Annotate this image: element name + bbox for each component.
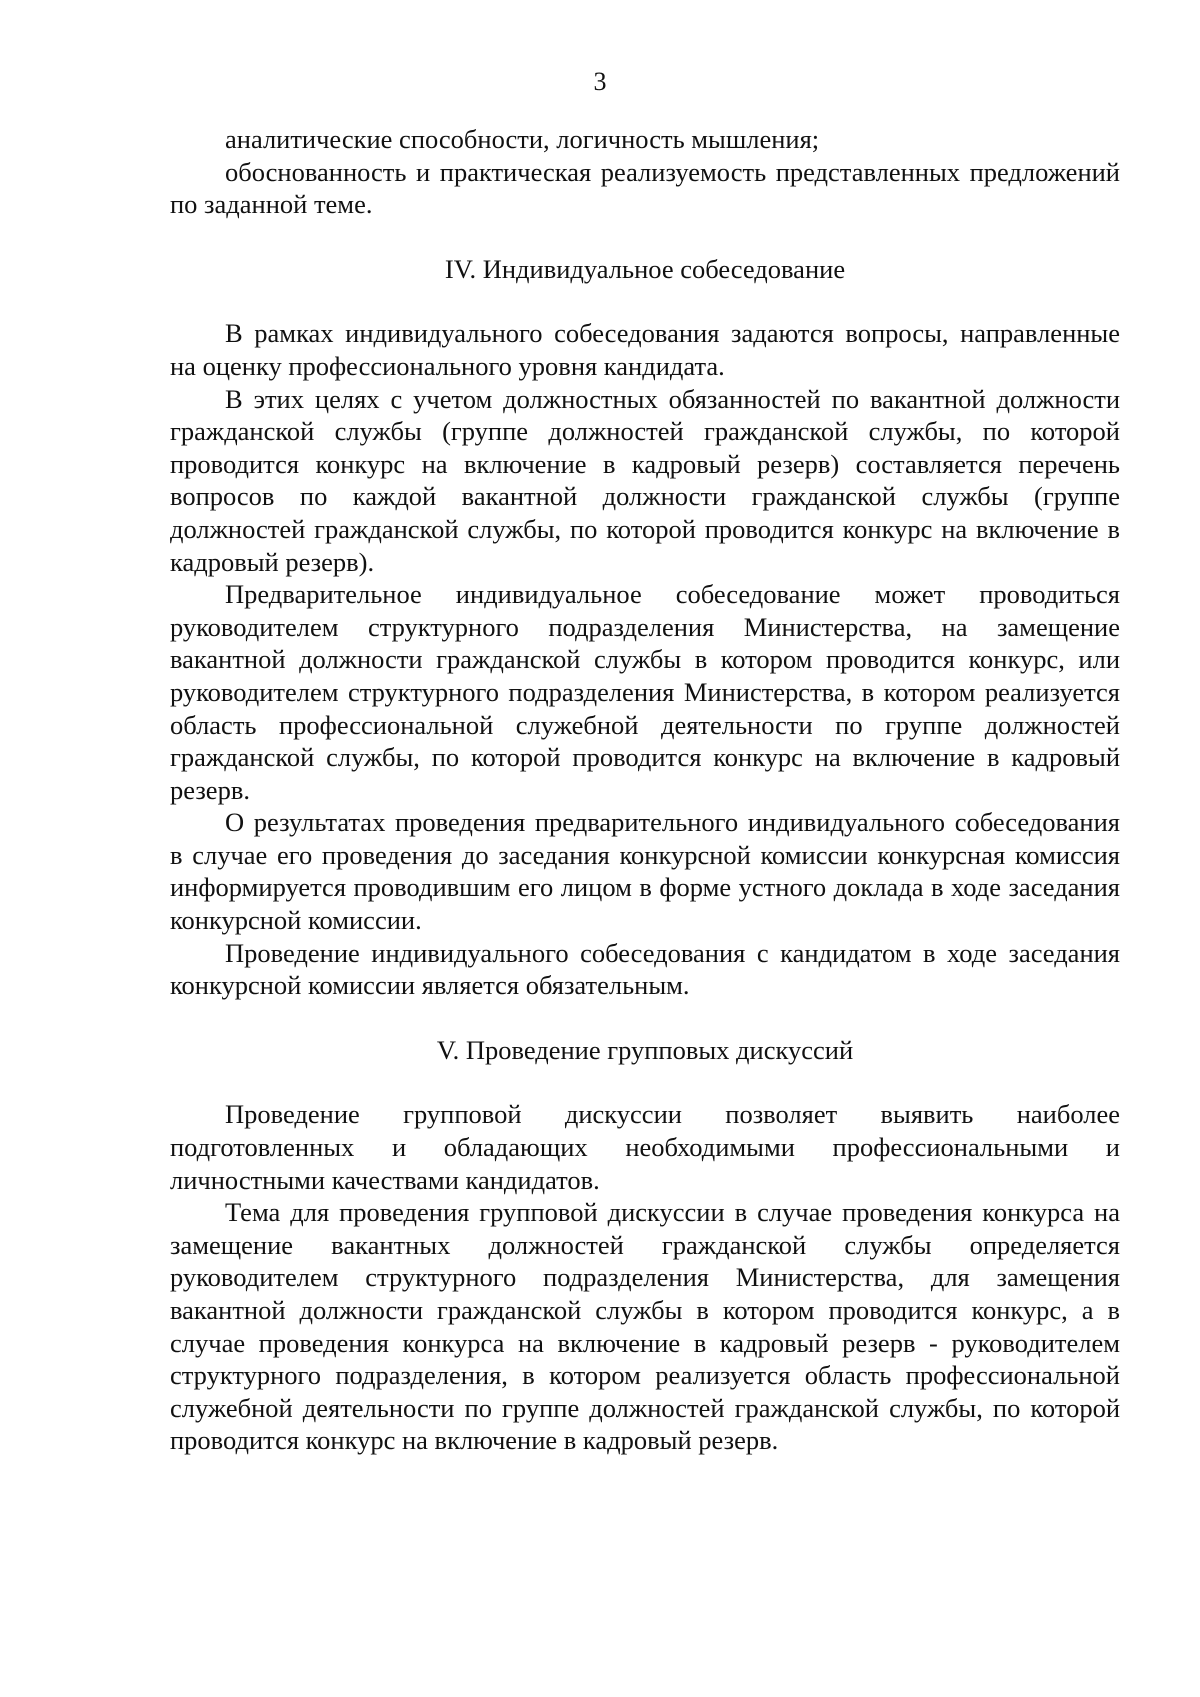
page-number: 3 xyxy=(593,67,607,96)
section4-paragraph: Предварительное индивидуальное собеседование может проводиться руководителем структурного подразделения Министерства, на замещение вакантной должности гражданской службы в котором проводится конкурс, или руководителем структурного подразделения Министерства, в котором реализуется область профессиональной служебной деятельности по группе должностей гражданской службы, по которой проводится конкурс на включение в кадровый резерв. xyxy=(170,579,1120,805)
section-heading-4: IV. Индивидуальное собеседование xyxy=(444,253,846,284)
intro-paragraph: обоснованность и практическая реализуемость представленных предложений по заданной теме. xyxy=(170,156,1120,220)
section4-paragraph: В этих целях с учетом должностных обязанностей по вакантной должности гражданской службы (группе должностей гражданской службы, по которой проводится конкурс на включение в кадровый резерв) составляется перечень вопросов по каждой вакантной должности гражданской службы (группе должностей гражданской службы, по которой проводится конкурс на включение в кадровый резерв). xyxy=(170,383,1120,577)
section5-paragraph: Проведение групповой дискуссии позволяет выявить наиболее подготовленных и обладающих необходимыми профессиональными и личностными качествами кандидатов. xyxy=(170,1099,1120,1195)
intro-paragraph: аналитические способности, логичность мышления; xyxy=(225,124,820,154)
section-heading-5: V. Проведение групповых дискуссий xyxy=(436,1034,854,1065)
document-body xyxy=(170,123,1120,1457)
section4-paragraph: О результатах проведения предварительного индивидуального собеседования в случае его проведения до заседания конкурсной комиссии конкурсная комиссия информируется проводившим его лицом в форме устного доклада в ходе заседания конкурсной комиссии. xyxy=(170,807,1120,936)
section4-paragraph: Проведение индивидуального собеседования с кандидатом в ходе заседания конкурсной комиссии является обязательным. xyxy=(170,937,1120,1001)
section4-paragraph: В рамках индивидуального собеседования задаются вопросы, направленные на оценку профессионального уровня кандидата. xyxy=(170,318,1120,381)
section5-paragraph: Тема для проведения групповой дискуссии в случае проведения конкурса на замещение вакантных должностей гражданской службы определяется руководителем структурного подразделения Министерства, для замещения вакантной должности гражданской службы в котором проводится конкурс, а в случае проведения конкурса на включение в кадровый резерв - руководителем структурного подразделения, в котором реализуется область профессиональной служебной деятельности по группе должностей гражданской службы, по которой проводится конкурс на включение в кадровый резерв. xyxy=(170,1197,1120,1456)
